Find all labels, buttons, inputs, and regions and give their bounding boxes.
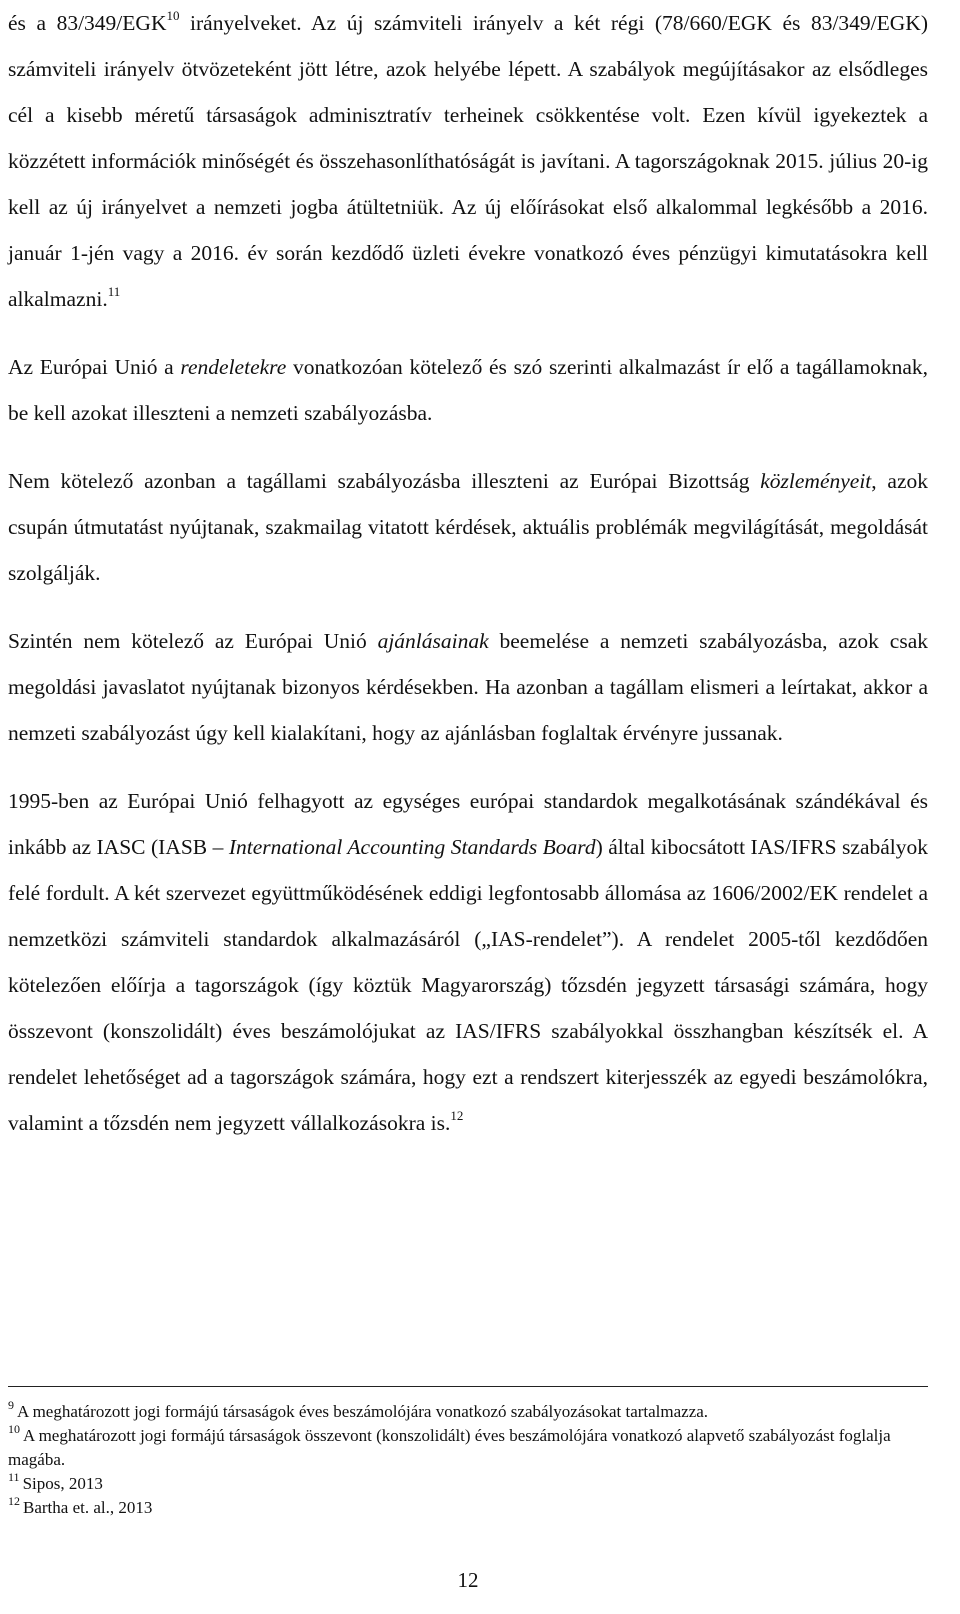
- emphasis-text: rendeletekre: [180, 355, 287, 379]
- document-page: [8, 0, 928, 1614]
- body-text: [8, 0, 928, 1146]
- paragraph-text: beemelése a nemzeti szabályozásba, azok csak megoldási javaslatot nyújtanak bizonyos kérdésekben. Ha azonban a tagállam elismeri a leírtakat, akkor a nemzeti szabályozást úgy kell kialakítani, hogy az ajánlásban foglaltak érvényre jussanak.: [8, 629, 928, 745]
- paragraph-text: ) által kibocsátott IAS/IFRS szabályok felé fordult. A két szervezet együttműködésének eddigi legfontosabb állomása az 1606/2002/EK rendelet a nemzetközi számviteli standardok alkalmazásáról („IAS-rendelet”). A rendelet 2005-től kezdődően kötelezően előírja a tagországok (így köztük Magyarország) tőzsdén jegyzett társasági számára, hogy összevont (konszolidált) éves beszámolójukat az IAS/IFRS szabályokkal összhangban készítsék el. A rendelet lehetőséget ad a tagországok számára, hogy ezt a rendszert kiterjesszék az egyedi beszámolókra, valamint a tőzsdén nem jegyzett vállalkozásokra is.: [8, 835, 929, 1135]
- footnote-divider: [8, 1386, 928, 1387]
- paragraph-text: vonatkozóan kötelező és szó szerinti alkalmazást ír elő a tagállamoknak, be kell azokat illeszteni a nemzeti szabályozásba.: [8, 355, 929, 425]
- paragraph-text: Az Európai Unió a: [8, 355, 181, 379]
- paragraph: [8, 778, 928, 1146]
- paragraph-text: irányelveket. Az új számviteli irányelv a két régi (78/660/EGK és 83/349/EGK) számviteli irányelv ötvözeteként jött létre, azok helyébe lépett. A szabályok megújításakor az elsődleges cél a kisebb méretű társaságok adminisztratív terheinek csökkentése volt. Ezen kívül igyekeztek a közzétett információk minőségét és összehasonlíthatóságát is javítani. A tagországoknak 2015. július 20-ig kell az új irányelvet a nemzeti jogba átültetniük. Az új előírásokat első alkalommal legkésőbb a 2016. január 1-jén vagy a 2016. év során kezdődő üzleti évekre vonatkozó éves pénzügyi kimutatásokra kell alkalmazni.: [8, 11, 928, 311]
- footnote-ref: 12: [450, 1107, 464, 1123]
- footnote: [8, 1400, 928, 1424]
- paragraph: [8, 344, 928, 436]
- footnote-ref: 11: [107, 283, 121, 299]
- footnote-number: 10: [8, 1422, 20, 1437]
- footnote-number: 12: [8, 1494, 20, 1509]
- footnotes: [8, 1400, 928, 1520]
- footnote: [8, 1496, 928, 1520]
- footnote: [8, 1424, 928, 1472]
- paragraph-text: , azok csupán útmutatást nyújtanak, szakmailag vitatott kérdések, aktuális problémák megvilágítását, megoldását szolgálják.: [8, 469, 928, 585]
- footnote-text: A meghatározott jogi formájú társaságok éves beszámolójára vonatkozó szabályozásokat tartalmazza.: [17, 1402, 709, 1421]
- paragraph: [8, 618, 928, 756]
- footnote-text: Sipos, 2013: [22, 1474, 103, 1493]
- emphasis-text: International Accounting Standards Board: [228, 835, 596, 859]
- footnote-text: A meghatározott jogi formájú társaságok összevont (konszolidált) éves beszámolójára vonatkozó alapvető szabályozást foglalja magába.: [8, 1426, 891, 1469]
- footnote-ref: 10: [166, 7, 180, 23]
- footnote-number: 9: [8, 1398, 14, 1413]
- page-number: 12: [457, 1568, 479, 1592]
- paragraph: [8, 458, 928, 596]
- emphasis-text: ajánlásainak: [377, 629, 489, 653]
- paragraph-text: Szintén nem kötelező az Európai Unió: [8, 629, 378, 653]
- emphasis-text: közleményeit: [760, 469, 872, 493]
- footnote-text: Bartha et. al., 2013: [23, 1498, 153, 1517]
- footnote-number: 11: [8, 1470, 20, 1485]
- paragraph-text: Nem kötelező azonban a tagállami szabályozásba illeszteni az Európai Bizottság: [8, 469, 761, 493]
- paragraph: [8, 0, 928, 322]
- paragraph-text: 1995-ben az Európai Unió felhagyott az egységes európai standardok megalkotásának szándékával és inkább az IASC (IASB –: [8, 789, 928, 859]
- footnote: [8, 1472, 928, 1496]
- paragraph-text: és a 83/349/EGK: [8, 11, 167, 35]
